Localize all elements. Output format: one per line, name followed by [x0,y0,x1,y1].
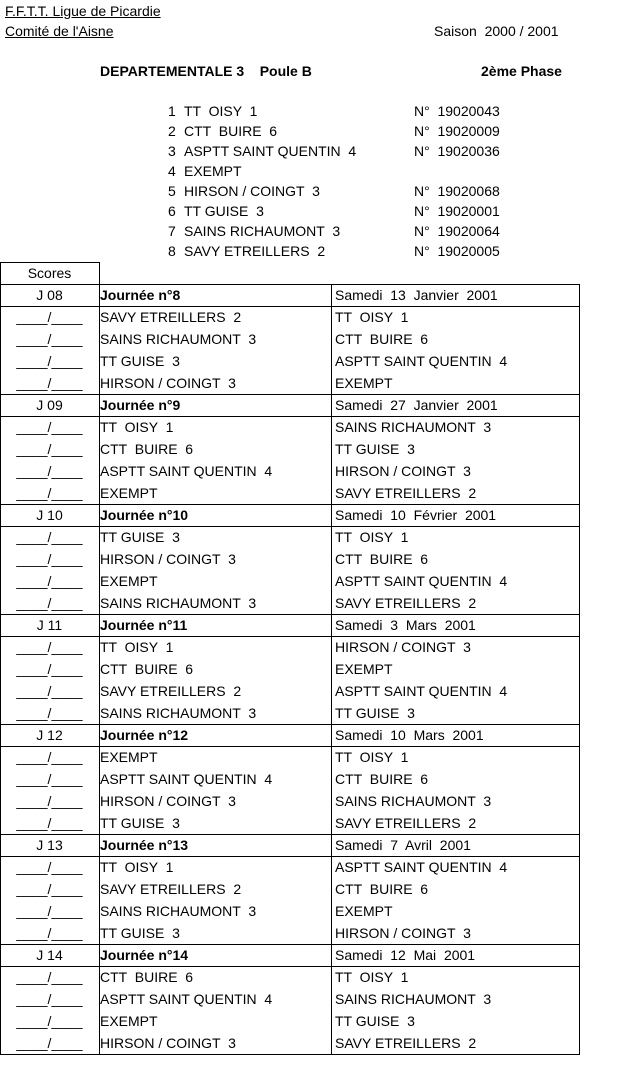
round-title: Journée n°14 [100,947,189,963]
round-header-row [0,834,633,856]
home-team: ASPTT SAINT QUENTIN 4 [100,991,273,1007]
round-top-border [0,504,580,505]
team-number: 2 [168,123,176,139]
score-blank: ____/____ [16,749,83,765]
away-team: TT OISY 1 [335,969,409,985]
team-registration: N° 19020009 [414,123,500,139]
score-blank: ____/____ [16,331,83,347]
border-col1 [99,262,100,284]
team-registration: N° 19020036 [414,143,500,159]
team-number: 1 [168,103,176,119]
round-top-border [0,614,580,615]
season-label: Saison 2000 / 2001 [434,23,559,39]
away-team: SAINS RICHAUMONT 3 [335,991,492,1007]
score-blank: ____/____ [16,859,83,875]
away-team: EXEMPT [335,903,393,919]
score-blank: ____/____ [16,375,83,391]
home-team: TT GUISE 3 [100,815,180,831]
team-name: TT GUISE 3 [184,203,264,219]
round-code: J 13 [36,837,63,853]
round-code: J 14 [36,947,63,963]
round-code: J 09 [36,397,63,413]
round-date: Samedi 3 Mars 2001 [335,617,476,633]
team-number: 4 [168,163,176,179]
team-name: ASPTT SAINT QUENTIN 4 [184,143,357,159]
score-blank: ____/____ [16,441,83,457]
away-team: TT OISY 1 [335,529,409,545]
away-team: TT OISY 1 [335,309,409,325]
round-header-row [0,724,633,746]
round-code: J 08 [36,287,63,303]
match-row [0,526,633,548]
border-col1 [99,284,100,1055]
home-team: HIRSON / COINGT 3 [100,551,236,567]
round-header-row [0,504,633,526]
match-row [0,460,633,482]
away-team: ASPTT SAINT QUENTIN 4 [335,353,508,369]
score-blank: ____/____ [16,551,83,567]
score-blank: ____/____ [16,661,83,677]
team-registration: N° 19020064 [414,223,500,239]
home-team: TT GUISE 3 [100,529,180,545]
team-name: CTT BUIRE 6 [184,123,278,139]
score-blank: ____/____ [16,815,83,831]
home-team: EXEMPT [100,1013,158,1029]
score-blank: ____/____ [16,683,83,699]
round-header-row [0,944,633,966]
home-team: TT GUISE 3 [100,353,180,369]
team-registration: N° 19020068 [414,183,500,199]
team-name: EXEMPT [184,163,242,179]
match-row [0,878,633,900]
home-team: CTT BUIRE 6 [100,969,194,985]
match-row [0,790,633,812]
score-blank: ____/____ [16,969,83,985]
team-name: HIRSON / COINGT 3 [184,183,320,199]
match-row [0,328,633,350]
team-name: SAVY ETREILLERS 2 [184,243,326,259]
score-blank: ____/____ [16,771,83,787]
match-row [0,856,633,878]
round-header-row [0,394,633,416]
away-team: HIRSON / COINGT 3 [335,639,471,655]
score-blank: ____/____ [16,639,83,655]
match-row [0,350,633,372]
away-team: SAVY ETREILLERS 2 [335,595,477,611]
score-blank: ____/____ [16,903,83,919]
score-blank: ____/____ [16,595,83,611]
match-row [0,416,633,438]
home-team: HIRSON / COINGT 3 [100,1035,236,1051]
round-title: Journée n°8 [100,287,181,303]
away-team: TT OISY 1 [335,749,409,765]
team-number: 5 [168,183,176,199]
round-date: Samedi 10 Mars 2001 [335,727,484,743]
match-row [0,372,633,394]
home-team: TT OISY 1 [100,639,174,655]
match-row [0,966,633,988]
team-name: TT OISY 1 [184,103,258,119]
border-right [579,284,580,1055]
score-blank: ____/____ [16,991,83,1007]
round-top-border [0,394,580,395]
scores-header-row [0,262,633,284]
away-team: ASPTT SAINT QUENTIN 4 [335,573,508,589]
score-blank: ____/____ [16,309,83,325]
round-date: Samedi 7 Avril 2001 [335,837,471,853]
away-team: TT GUISE 3 [335,441,415,457]
score-blank: ____/____ [16,353,83,369]
border-top [0,262,100,263]
match-row [0,570,633,592]
round-date: Samedi 13 Janvier 2001 [335,287,498,303]
table-bottom-border [0,1054,580,1055]
away-team: HIRSON / COINGT 3 [335,463,471,479]
round-date: Samedi 10 Février 2001 [335,507,497,523]
home-team: CTT BUIRE 6 [100,661,194,677]
round-top-border [0,724,580,725]
round-top-border [0,944,580,945]
score-blank: ____/____ [16,1035,83,1051]
score-blank: ____/____ [16,485,83,501]
match-row [0,768,633,790]
match-row [0,900,633,922]
team-number: 7 [168,223,176,239]
away-team: TT GUISE 3 [335,1013,415,1029]
match-row [0,548,633,570]
home-team: TT OISY 1 [100,419,174,435]
team-registration: N° 19020001 [414,203,500,219]
home-team: SAVY ETREILLERS 2 [100,881,242,897]
score-blank: ____/____ [16,463,83,479]
away-team: SAINS RICHAUMONT 3 [335,793,492,809]
home-team: SAVY ETREILLERS 2 [100,683,242,699]
score-blank: ____/____ [16,793,83,809]
away-team: CTT BUIRE 6 [335,771,429,787]
away-team: EXEMPT [335,661,393,677]
round-header-row [0,284,633,306]
home-team: SAINS RICHAUMONT 3 [100,595,257,611]
score-blank: ____/____ [16,881,83,897]
phase-label: 2ème Phase [481,63,562,79]
match-row [0,1032,633,1054]
score-blank: ____/____ [16,1013,83,1029]
round-title: Journée n°13 [100,837,189,853]
away-team: CTT BUIRE 6 [335,551,429,567]
round-code: J 11 [36,617,63,633]
match-row [0,658,633,680]
border-left [0,262,1,284]
score-blank: ____/____ [16,573,83,589]
score-blank: ____/____ [16,705,83,721]
round-title: Journée n°10 [100,507,189,523]
border-left [0,284,1,1055]
comite-title: Comité de l'Aisne [5,23,114,39]
away-team: SAINS RICHAUMONT 3 [335,419,492,435]
away-team: SAVY ETREILLERS 2 [335,485,477,501]
score-blank: ____/____ [16,925,83,941]
match-row [0,482,633,504]
away-team: CTT BUIRE 6 [335,331,429,347]
round-date: Samedi 12 Mai 2001 [335,947,476,963]
home-team: TT OISY 1 [100,859,174,875]
home-team: ASPTT SAINT QUENTIN 4 [100,771,273,787]
federation-title: F.F.T.T. Ligue de Picardie [5,3,161,19]
round-code: J 10 [36,507,63,523]
scores-header: Scores [27,265,72,281]
away-team: HIRSON / COINGT 3 [335,925,471,941]
home-team: TT GUISE 3 [100,925,180,941]
score-blank: ____/____ [16,419,83,435]
home-team: SAVY ETREILLERS 2 [100,309,242,325]
match-row [0,988,633,1010]
home-team: CTT BUIRE 6 [100,441,194,457]
round-title: Journée n°11 [100,617,188,633]
team-number: 6 [168,203,176,219]
match-row [0,1010,633,1032]
team-number: 3 [168,143,176,159]
home-team: EXEMPT [100,485,158,501]
division-title: DEPARTEMENTALE 3 Poule B [100,63,312,79]
round-top-border [0,284,580,285]
team-registration: N° 19020005 [414,243,500,259]
away-team: SAVY ETREILLERS 2 [335,815,477,831]
away-team: EXEMPT [335,375,393,391]
away-team: TT GUISE 3 [335,705,415,721]
team-registration: N° 19020043 [414,103,500,119]
match-row [0,746,633,768]
match-row [0,812,633,834]
border-col2 [331,284,332,1055]
round-top-border [0,834,580,835]
round-title: Journée n°12 [100,727,189,743]
match-row [0,922,633,944]
match-row [0,680,633,702]
home-team: HIRSON / COINGT 3 [100,793,236,809]
match-row [0,592,633,614]
away-team: ASPTT SAINT QUENTIN 4 [335,683,508,699]
match-row [0,702,633,724]
home-team: SAINS RICHAUMONT 3 [100,705,257,721]
match-row [0,438,633,460]
home-team: EXEMPT [100,749,158,765]
away-team: ASPTT SAINT QUENTIN 4 [335,859,508,875]
home-team: HIRSON / COINGT 3 [100,375,236,391]
away-team: CTT BUIRE 6 [335,881,429,897]
home-team: SAINS RICHAUMONT 3 [100,331,257,347]
away-team: SAVY ETREILLERS 2 [335,1035,477,1051]
match-row [0,636,633,658]
home-team: ASPTT SAINT QUENTIN 4 [100,463,273,479]
home-team: EXEMPT [100,573,158,589]
score-blank: ____/____ [16,529,83,545]
round-date: Samedi 27 Janvier 2001 [335,397,498,413]
round-header-row [0,614,633,636]
round-title: Journée n°9 [100,397,181,413]
match-row [0,306,633,328]
team-name: SAINS RICHAUMONT 3 [184,223,341,239]
team-number: 8 [168,243,176,259]
round-code: J 12 [36,727,63,743]
home-team: SAINS RICHAUMONT 3 [100,903,257,919]
